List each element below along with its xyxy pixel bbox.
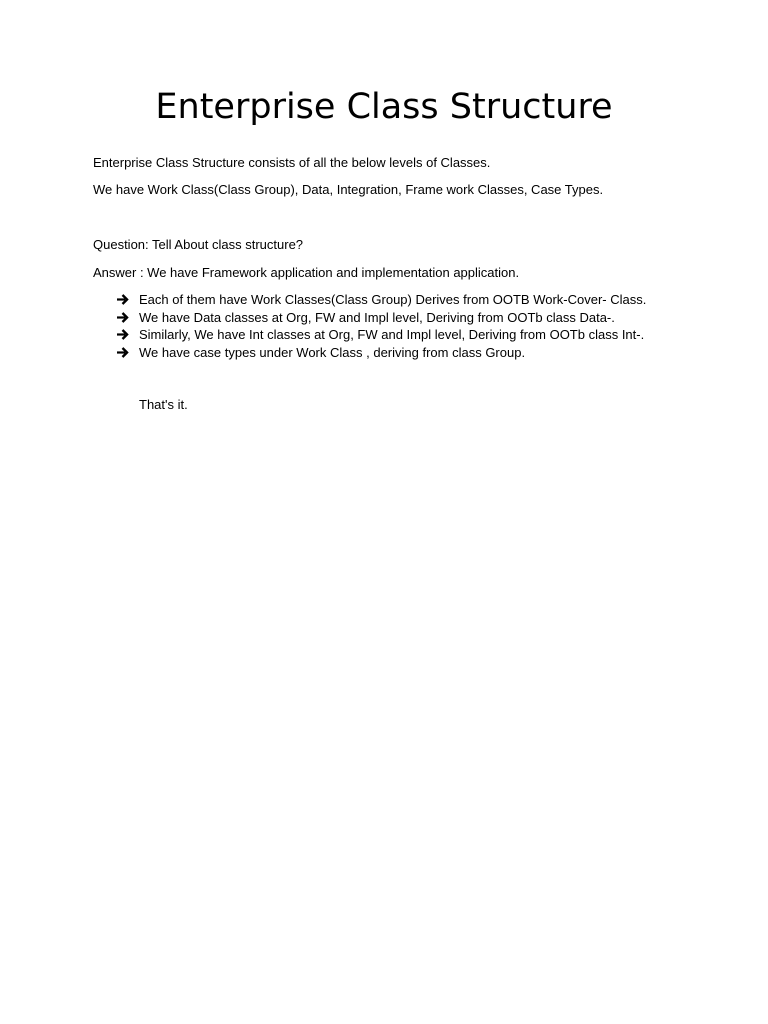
bullet-text: We have case types under Work Class , deriving from class Group.	[139, 345, 526, 361]
bullet-text: Each of them have Work Classes(Class Group) Derives from OOTB Work-Cover- Class.	[139, 292, 647, 307]
intro-line-2: We have Work Class(Class Group), Data, Integration, Frame work Classes, Case Types.	[93, 182, 604, 197]
bullet-item	[115, 291, 646, 309]
bullet-list	[115, 291, 646, 362]
arrow-right-icon	[115, 344, 131, 361]
bullet-item	[115, 344, 646, 362]
bullet-text: Similarly, We have Int classes at Org, FW and Impl level, Deriving from OOTb class Int-.	[139, 327, 645, 343]
question-text: Question: Tell About class structure?	[93, 237, 304, 252]
bullet-text: We have Data classes at Org, FW and Impl level, Deriving from OOTb class Data-.	[139, 309, 615, 325]
bullet-item	[115, 309, 646, 327]
document-title: Enterprise Class Structure	[155, 87, 613, 127]
closing-text: That's it.	[139, 397, 188, 412]
answer-text: Answer : We have Framework application and implementation application.	[93, 265, 520, 280]
intro-line-1: Enterprise Class Structure consists of all the below levels of Classes.	[93, 155, 491, 170]
bullet-item	[115, 326, 646, 344]
arrow-right-icon	[115, 291, 131, 308]
arrow-right-icon	[115, 309, 131, 326]
arrow-right-icon	[115, 326, 131, 343]
